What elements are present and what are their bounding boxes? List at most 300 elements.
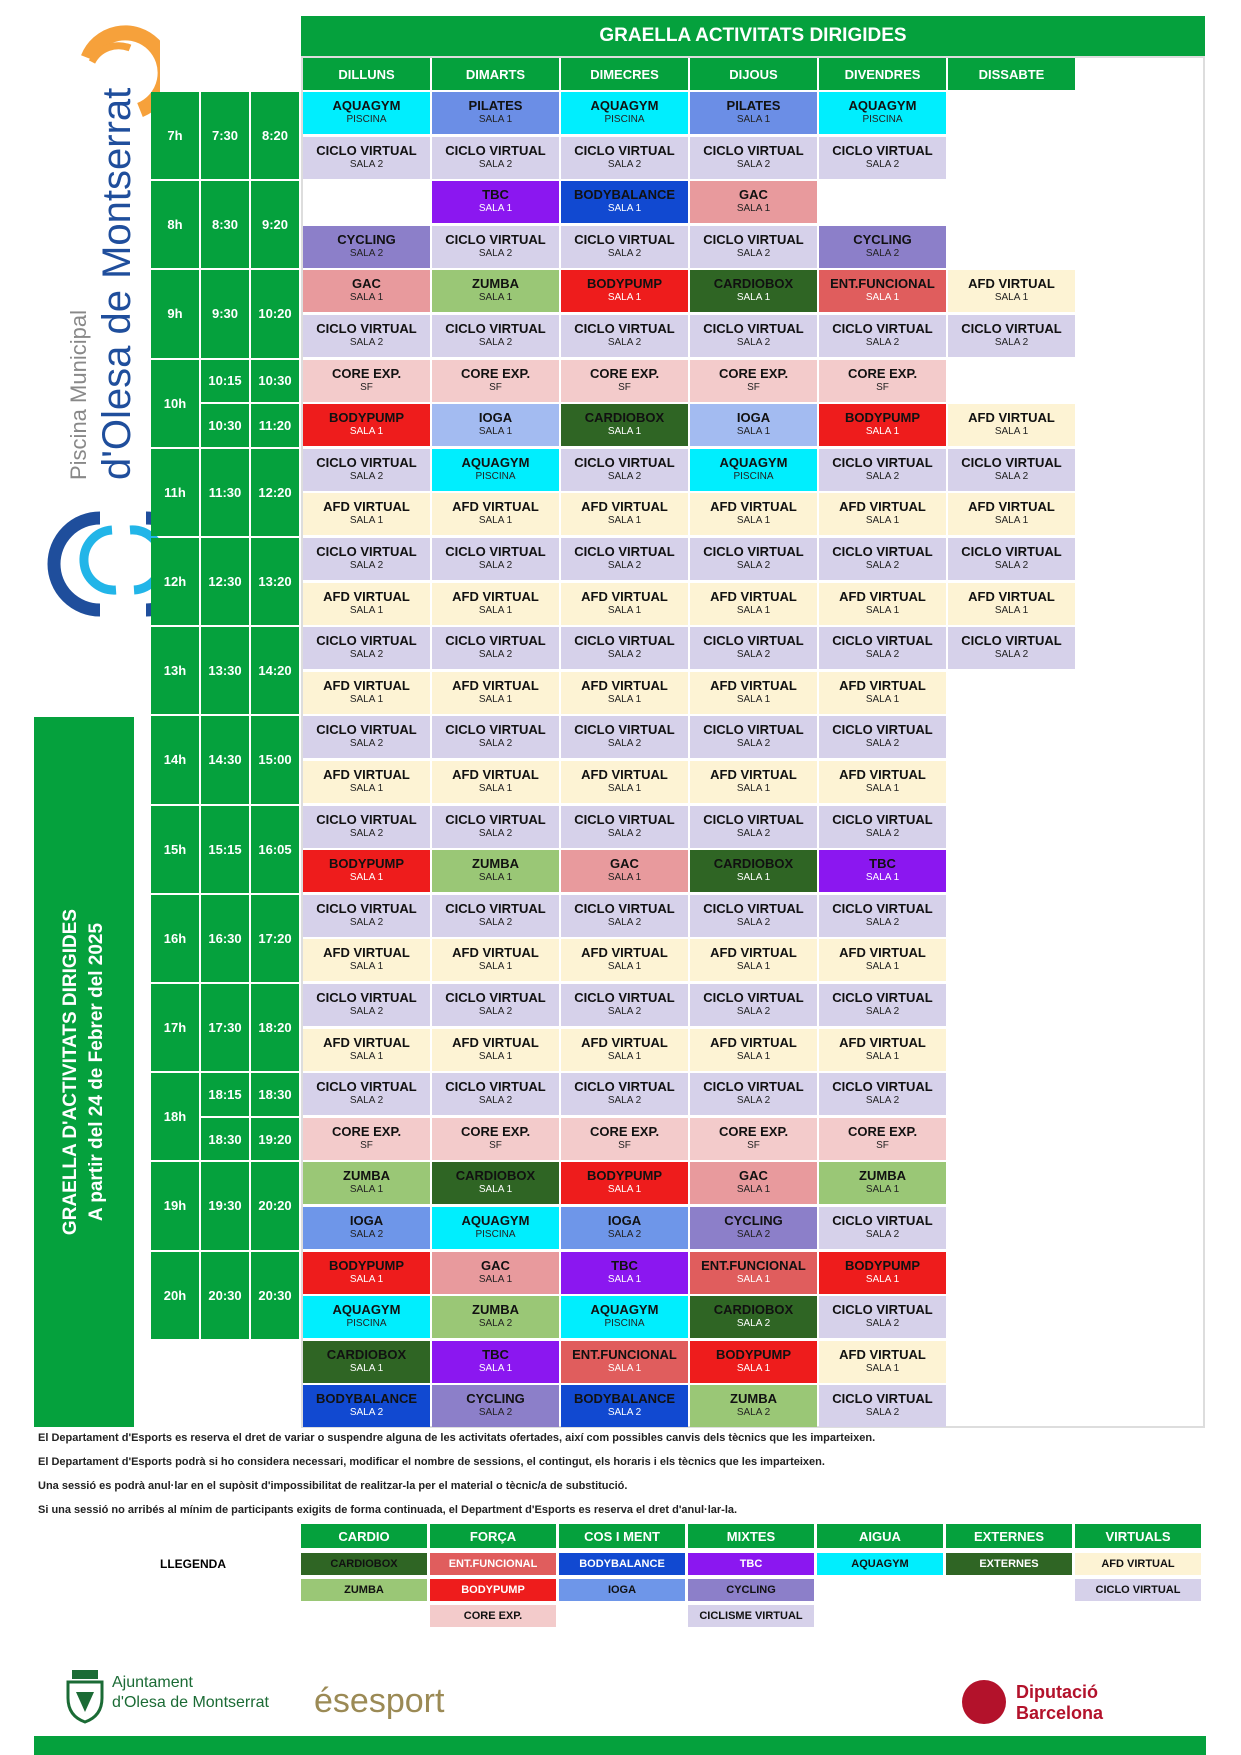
activity-name: CICLO VIRTUAL <box>703 544 804 559</box>
activity-room: SALA 2 <box>736 247 771 259</box>
activity-slot <box>561 1252 688 1294</box>
activity-slot <box>561 939 688 981</box>
activity-name: CICLO VIRTUAL <box>832 633 933 649</box>
activity-slot <box>819 226 946 268</box>
activity-slot <box>303 761 430 803</box>
activity-room: SALA 2 <box>736 158 771 170</box>
activity-slot <box>303 583 430 625</box>
activity-name: CICLO VIRTUAL <box>832 1302 933 1318</box>
activity-room: SALA 2 <box>865 158 900 170</box>
activity-room: SALA 2 <box>607 158 642 170</box>
end-time-cell: 19:20 <box>251 1118 299 1161</box>
activity-room: SALA 1 <box>478 515 513 527</box>
activity-name: ZUMBA <box>730 1391 777 1407</box>
activity-slot <box>561 137 688 179</box>
activity-room: SALA 1 <box>736 203 771 215</box>
activity-slot <box>819 583 946 625</box>
legend-item: TBC <box>688 1553 814 1575</box>
activity-room: SALA 1 <box>478 114 513 125</box>
activity-slot <box>948 270 1075 312</box>
activity-name: AFD VIRTUAL <box>968 588 1055 604</box>
activity-slot <box>303 1341 430 1383</box>
activity-name: AFD VIRTUAL <box>581 588 668 604</box>
legend-label: LLEGENDA <box>160 1557 226 1571</box>
activity-name: CICLO VIRTUAL <box>574 231 675 247</box>
activity-slot <box>690 1296 817 1338</box>
activity-slot <box>690 493 817 535</box>
activity-name: CYCLING <box>337 231 396 247</box>
start-time-cell: 12:30 <box>201 538 249 625</box>
activity-room: SALA 1 <box>349 961 384 973</box>
activity-slot <box>690 360 817 402</box>
activity-room: SALA 1 <box>736 1184 771 1196</box>
activity-room: SALA 1 <box>865 515 900 527</box>
activity-room: SALA 1 <box>478 426 513 438</box>
activity-slot <box>303 895 430 937</box>
activity-slot <box>690 1118 817 1160</box>
end-time-cell: 18:20 <box>251 984 299 1071</box>
activity-name: BODYPUMP <box>586 1168 663 1184</box>
activity-slot <box>819 627 946 669</box>
activity-room: SALA 2 <box>994 470 1029 482</box>
activity-room: SALA 1 <box>478 872 513 884</box>
activity-slot <box>561 226 688 268</box>
activity-name: CICLO VIRTUAL <box>445 544 546 559</box>
start-time-cell: 13:30 <box>201 627 249 714</box>
activity-room: SALA 1 <box>865 1362 900 1374</box>
activity-slot <box>432 806 559 848</box>
activity-name: BODYBALANCE <box>573 187 676 203</box>
diputacio-line1: Diputació <box>1016 1682 1099 1702</box>
activity-name: CICLO VIRTUAL <box>574 142 675 158</box>
activity-room: SALA 2 <box>994 337 1029 348</box>
activity-slot <box>690 1252 817 1294</box>
activity-slot <box>303 939 430 981</box>
activity-room: SALA 1 <box>349 426 384 438</box>
activity-room: SALA 2 <box>478 158 513 170</box>
activity-name: ENT.FUNCIONAL <box>830 276 935 292</box>
side-banner-date: A partir del 24 de Febrer del 2025 <box>86 922 107 1222</box>
activity-slot <box>819 538 946 580</box>
legend-item: BODYBALANCE <box>559 1553 685 1575</box>
activity-name: AFD VIRTUAL <box>968 499 1055 515</box>
diputacio-seal-icon <box>962 1680 1006 1724</box>
activity-slot <box>690 226 817 268</box>
activity-slot <box>432 181 559 223</box>
legend-item: CICLISME VIRTUAL <box>688 1605 814 1627</box>
activity-name: AFD VIRTUAL <box>323 945 410 961</box>
activity-room: SALA 2 <box>736 1006 771 1017</box>
activity-room: SALA 2 <box>349 827 384 839</box>
start-time-cell: 16:30 <box>201 895 249 982</box>
activity-room: SALA 1 <box>349 604 384 616</box>
activity-name: TBC <box>482 187 509 203</box>
activity-room: SALA 1 <box>736 515 771 527</box>
activity-name: CICLO VIRTUAL <box>574 321 675 336</box>
activity-slot <box>303 493 430 535</box>
start-time-cell: 11:30 <box>201 449 249 536</box>
activity-room: SALA 2 <box>478 1407 513 1419</box>
legend-item: CORE EXP. <box>430 1605 556 1627</box>
activity-name: AQUAGYM <box>461 1213 530 1228</box>
activity-name: CICLO VIRTUAL <box>445 811 546 827</box>
activity-name: CICLO VIRTUAL <box>316 544 417 559</box>
activity-slot <box>561 1341 688 1383</box>
activity-room: SALA 1 <box>865 1184 900 1196</box>
activity-room: SALA 2 <box>349 1006 384 1017</box>
activity-name: IOGA <box>736 410 771 426</box>
activity-name: CICLO VIRTUAL <box>832 454 933 470</box>
activity-room: SALA 2 <box>349 1407 384 1419</box>
activity-room: SALA 2 <box>478 827 513 839</box>
activity-slot <box>948 404 1075 446</box>
activity-room: SALA 1 <box>607 292 642 304</box>
activity-room: SALA 2 <box>607 649 642 661</box>
start-time-cell: 7:30 <box>201 92 249 179</box>
activity-name: CICLO VIRTUAL <box>961 321 1062 336</box>
end-time-cell: 11:20 <box>251 404 299 447</box>
activity-room: SALA 2 <box>865 560 900 571</box>
activity-name: ENT.FUNCIONAL <box>701 1257 806 1273</box>
activity-name: CORE EXP. <box>718 365 789 381</box>
start-time-cell: 8:30 <box>201 181 249 268</box>
activity-slot <box>432 1296 559 1338</box>
activity-room: SALA 1 <box>736 426 771 438</box>
activity-room: SALA 2 <box>349 1095 384 1107</box>
activity-room: SALA 1 <box>349 515 384 527</box>
activity-name: CICLO VIRTUAL <box>832 142 933 158</box>
activity-slot <box>561 449 688 491</box>
activity-slot <box>303 226 430 268</box>
activity-name: CARDIOBOX <box>713 276 794 292</box>
activity-room: SALA 1 <box>607 426 642 438</box>
note-3: Una sessió es podrà anul·lar en el supòsit d'impossibilitat de realitzar-la per el material o tècnic/a de substitució. <box>38 1480 628 1492</box>
activity-room: SALA 2 <box>478 1318 513 1330</box>
activity-slot <box>303 1252 430 1294</box>
activity-name: CICLO VIRTUAL <box>445 722 546 738</box>
activity-name: ZUMBA <box>859 1168 906 1184</box>
activity-room: SALA 2 <box>349 1229 384 1240</box>
activity-slot <box>561 92 688 134</box>
activity-slot <box>432 226 559 268</box>
activity-slot <box>432 493 559 535</box>
activity-room: SALA 2 <box>736 827 771 839</box>
activity-name: CICLO VIRTUAL <box>316 900 417 916</box>
activity-name: AFD VIRTUAL <box>452 767 539 782</box>
activity-name: CORE EXP. <box>718 1123 789 1139</box>
activity-room: SALA 1 <box>607 872 642 884</box>
activity-room: SALA 2 <box>607 1006 642 1017</box>
activity-name: CICLO VIRTUAL <box>445 321 546 336</box>
activity-room: SALA 1 <box>607 1273 642 1285</box>
activity-slot <box>690 449 817 491</box>
activity-name: CICLO VIRTUAL <box>832 1391 933 1407</box>
activity-room: SALA 2 <box>349 916 384 928</box>
activity-slot <box>690 137 817 179</box>
activity-slot <box>432 270 559 312</box>
activity-room: SALA 1 <box>865 426 900 438</box>
activity-slot <box>819 895 946 937</box>
activity-room: SALA 2 <box>607 560 642 571</box>
activity-slot <box>690 1029 817 1071</box>
hour-cell: 18h <box>151 1073 199 1160</box>
hour-cell: 12h <box>151 538 199 625</box>
side-banner-title: GRAELLA D'ACTIVITATS DIRIGIDES <box>60 908 81 1236</box>
activity-slot <box>561 1073 688 1115</box>
activity-slot <box>561 583 688 625</box>
end-time-cell: 9:20 <box>251 181 299 268</box>
activity-slot <box>819 761 946 803</box>
activity-room: SF <box>489 381 502 393</box>
activity-name: ZUMBA <box>472 856 519 872</box>
activity-name: GAC <box>610 856 639 872</box>
activity-slot <box>690 1385 817 1427</box>
ajuntament-crest-icon <box>62 1668 108 1724</box>
activity-name: CICLO VIRTUAL <box>703 811 804 827</box>
activity-name: CICLO VIRTUAL <box>445 231 546 247</box>
side-banner <box>34 717 134 1427</box>
legend-header: VIRTUALS <box>1075 1524 1201 1548</box>
activity-slot <box>561 538 688 580</box>
activity-slot <box>432 627 559 669</box>
activity-slot <box>432 1029 559 1071</box>
activity-slot <box>561 850 688 892</box>
activity-slot <box>561 181 688 223</box>
logo-piscina-municipal <box>30 10 160 620</box>
legend-header: FORÇA <box>430 1524 556 1548</box>
activity-name: CICLO VIRTUAL <box>574 544 675 559</box>
activity-slot <box>819 404 946 446</box>
activity-room: SF <box>876 1139 889 1151</box>
activity-slot <box>819 360 946 402</box>
activity-slot <box>432 92 559 134</box>
activity-name: AFD VIRTUAL <box>581 677 668 693</box>
activity-room: SALA 1 <box>736 1050 771 1062</box>
activity-slot <box>432 850 559 892</box>
activity-name: BODYPUMP <box>328 1257 405 1273</box>
activity-room: SALA 2 <box>349 247 384 259</box>
activity-room: SALA 1 <box>349 1184 384 1196</box>
activity-room: SALA 2 <box>478 738 513 750</box>
activity-name: GAC <box>481 1257 510 1273</box>
activity-room: SALA 1 <box>736 1362 771 1374</box>
activity-slot <box>561 1207 688 1249</box>
activity-room: SF <box>747 1139 760 1151</box>
activity-name: AFD VIRTUAL <box>710 499 797 515</box>
start-time-cell: 17:30 <box>201 984 249 1071</box>
activity-room: SALA 2 <box>865 649 900 661</box>
activity-slot <box>432 1341 559 1383</box>
activity-room: SALA 1 <box>478 1050 513 1062</box>
activity-room: SALA 1 <box>478 693 513 705</box>
activity-name: AFD VIRTUAL <box>581 945 668 961</box>
activity-room: SALA 2 <box>349 649 384 661</box>
activity-slot <box>561 404 688 446</box>
activity-room: SALA 2 <box>865 738 900 750</box>
hour-cell: 13h <box>151 627 199 714</box>
activity-name: AFD VIRTUAL <box>839 1346 926 1362</box>
activity-room: SALA 2 <box>865 1407 900 1419</box>
activity-room: SF <box>360 1139 373 1151</box>
activity-slot <box>303 716 430 758</box>
activity-name: BODYPUMP <box>715 1346 792 1362</box>
ajuntament-line2: d'Olesa de Montserrat <box>112 1694 269 1711</box>
activity-room: SALA 2 <box>736 1407 771 1419</box>
activity-name: CICLO VIRTUAL <box>316 633 417 649</box>
activity-slot <box>561 1118 688 1160</box>
activity-name: AFD VIRTUAL <box>839 945 926 961</box>
activity-name: CICLO VIRTUAL <box>961 633 1062 649</box>
activity-slot <box>432 1118 559 1160</box>
legend-item: AFD VIRTUAL <box>1075 1553 1201 1575</box>
start-time-cell: 9:30 <box>201 270 249 357</box>
activity-slot <box>432 583 559 625</box>
activity-room: SALA 1 <box>736 1273 771 1285</box>
activity-room: SALA 2 <box>607 1229 642 1240</box>
activity-room: SALA 2 <box>349 560 384 571</box>
activity-slot <box>432 1385 559 1427</box>
logo-graphic <box>30 10 160 620</box>
activity-name: CICLO VIRTUAL <box>703 142 804 158</box>
activity-name: TBC <box>482 1346 509 1362</box>
activity-room: SALA 1 <box>865 961 900 973</box>
activity-name: BODYPUMP <box>586 276 663 292</box>
activity-room: SALA 1 <box>607 961 642 973</box>
end-time-cell: 10:20 <box>251 270 299 357</box>
activity-room: SALA 2 <box>736 560 771 571</box>
legend-item: ZUMBA <box>301 1579 427 1601</box>
activity-slot <box>819 92 946 134</box>
activity-room: SALA 1 <box>865 292 900 304</box>
activity-name: CICLO VIRTUAL <box>961 454 1062 470</box>
activity-slot <box>432 1073 559 1115</box>
activity-room: SALA 2 <box>865 827 900 839</box>
activity-room: SF <box>876 381 889 393</box>
activity-room: SALA 2 <box>349 470 384 482</box>
activity-slot <box>561 984 688 1026</box>
activity-name: AQUAGYM <box>848 98 917 113</box>
activity-room: PISCINA <box>475 470 516 482</box>
activity-slot <box>690 315 817 357</box>
activity-name: CICLO VIRTUAL <box>832 811 933 827</box>
activity-name: IOGA <box>607 1213 642 1228</box>
activity-name: CICLO VIRTUAL <box>316 1079 417 1095</box>
note-2: El Departament d'Esports podrà si ho considera necessari, modificar el nombre de sessions, el contingut, els horaris i els tècnics que les imparteixen. <box>38 1456 825 1468</box>
activity-name: AFD VIRTUAL <box>323 588 410 604</box>
activity-name: BODYPUMP <box>328 410 405 426</box>
activity-name: AFD VIRTUAL <box>452 677 539 693</box>
activity-room: SF <box>489 1139 502 1151</box>
activity-slot <box>561 716 688 758</box>
activity-room: SALA 2 <box>736 1318 771 1330</box>
activity-name: AFD VIRTUAL <box>581 499 668 515</box>
activity-name: CICLO VIRTUAL <box>574 633 675 649</box>
activity-room: SALA 2 <box>736 738 771 750</box>
day-header: DILLUNS <box>303 58 430 90</box>
legend-item: CYCLING <box>688 1579 814 1601</box>
activity-slot <box>819 1385 946 1427</box>
legend-header: CARDIO <box>301 1524 427 1548</box>
activity-name: AFD VIRTUAL <box>710 767 797 782</box>
activity-slot <box>303 1385 430 1427</box>
activity-room: SALA 1 <box>607 515 642 527</box>
end-time-cell: 12:20 <box>251 449 299 536</box>
activity-name: CICLO VIRTUAL <box>445 900 546 916</box>
hour-cell: 14h <box>151 716 199 803</box>
activity-name: CICLO VIRTUAL <box>574 1079 675 1095</box>
activity-name: CYCLING <box>853 231 912 247</box>
activity-name: ZUMBA <box>472 1302 519 1318</box>
activity-slot <box>819 270 946 312</box>
hour-cell: 11h <box>151 449 199 536</box>
activity-slot <box>690 850 817 892</box>
activity-room: SALA 2 <box>865 1318 900 1330</box>
hour-cell: 7h <box>151 92 199 179</box>
activity-slot <box>690 806 817 848</box>
activity-room: SALA 2 <box>865 1095 900 1107</box>
activity-room: SALA 2 <box>865 470 900 482</box>
activity-slot <box>561 806 688 848</box>
diputacio-line2: Barcelona <box>1016 1703 1104 1723</box>
activity-name: AQUAGYM <box>719 454 788 470</box>
activity-slot <box>690 672 817 714</box>
activity-room: SF <box>618 381 631 393</box>
activity-slot <box>561 315 688 357</box>
activity-name: CICLO VIRTUAL <box>703 900 804 916</box>
activity-name: TBC <box>611 1257 638 1273</box>
activity-name: CICLO VIRTUAL <box>703 231 804 247</box>
activity-room: PISCINA <box>475 1229 516 1240</box>
activity-name: AFD VIRTUAL <box>839 1034 926 1050</box>
activity-room: SALA 1 <box>865 872 900 884</box>
end-time-cell: 20:30 <box>251 1252 299 1339</box>
activity-slot <box>819 1341 946 1383</box>
activity-slot <box>690 627 817 669</box>
activity-name: GAC <box>739 1168 768 1184</box>
hour-cell: 8h <box>151 181 199 268</box>
hour-cell: 10h <box>151 360 199 447</box>
activity-slot <box>303 1118 430 1160</box>
activity-slot <box>561 1385 688 1427</box>
activity-name: CICLO VIRTUAL <box>832 900 933 916</box>
activity-name: CICLO VIRTUAL <box>703 633 804 649</box>
activity-room: SALA 2 <box>478 649 513 661</box>
legend-item: CARDIOBOX <box>301 1553 427 1575</box>
end-time-cell: 20:20 <box>251 1162 299 1249</box>
activity-name: AQUAGYM <box>590 98 659 113</box>
activity-slot <box>690 92 817 134</box>
logo-line2: d'Olesa de Montserrat <box>95 87 139 480</box>
esesport-logo: ésesport <box>314 1682 445 1720</box>
note-4: Si una sessió no arribés al mínim de participants exigits de forma continuada, el Department d'Esports es reserva el dret d'anul·lar-la. <box>38 1504 738 1516</box>
activity-name: CICLO VIRTUAL <box>574 454 675 470</box>
end-time-cell: 10:30 <box>251 360 299 403</box>
activity-room: SALA 1 <box>478 604 513 616</box>
hour-cell: 17h <box>151 984 199 1071</box>
activity-slot <box>303 627 430 669</box>
activity-slot <box>303 850 430 892</box>
activity-name: AQUAGYM <box>332 98 401 113</box>
activity-room: PISCINA <box>604 1318 645 1330</box>
activity-room: SALA 2 <box>478 1095 513 1107</box>
activity-slot <box>819 984 946 1026</box>
activity-slot <box>690 984 817 1026</box>
activity-name: AFD VIRTUAL <box>581 767 668 782</box>
activity-room: SALA 1 <box>736 292 771 304</box>
bottom-bar <box>34 1736 1206 1755</box>
activity-slot <box>561 672 688 714</box>
activity-room: PISCINA <box>346 114 387 125</box>
